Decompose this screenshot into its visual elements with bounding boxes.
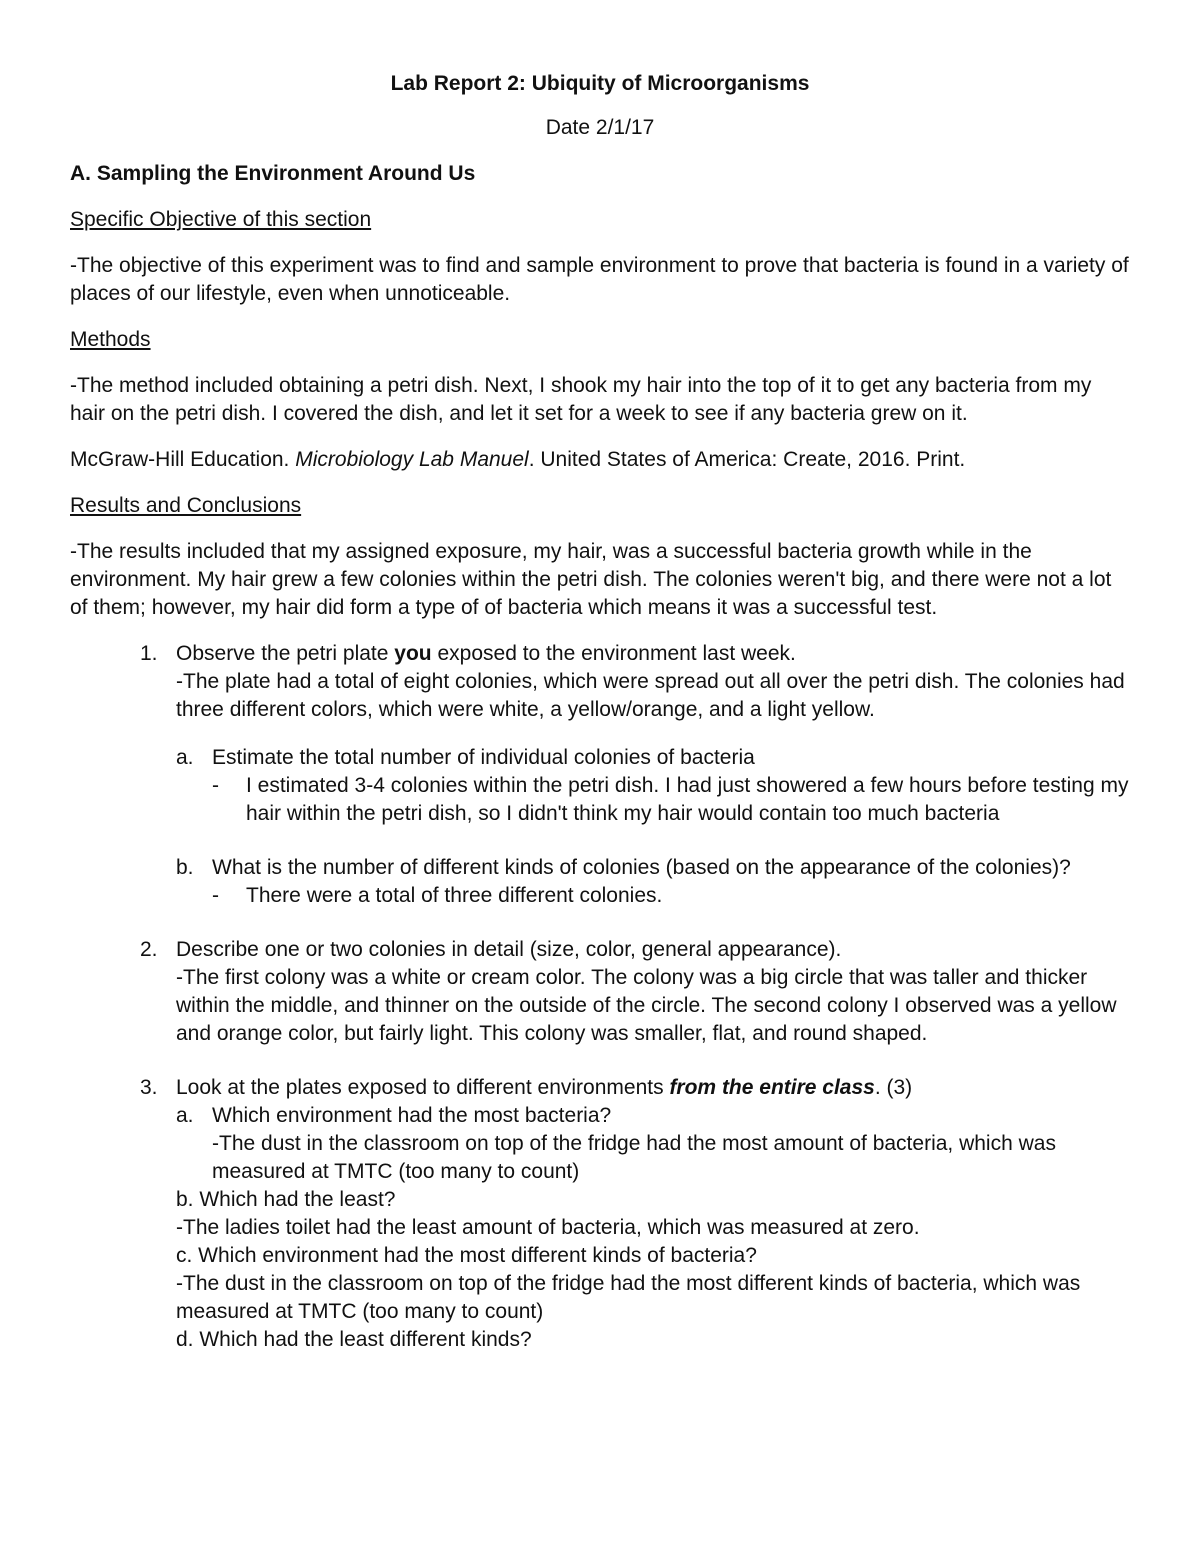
report-date: Date 2/1/17 [545, 116, 655, 139]
question-1b-prompt: What is the number of different kinds of colonies (based on the appearance of the colonies)? [212, 856, 1071, 879]
question-3a-item [176, 1102, 1130, 1186]
methods-text: -The method included obtaining a petri dish. Next, I shook my hair into the top of it to get any bacteria from my hair on the petri dish. I covered the dish, and let it set for a week to see if any bacteria grew on it. [70, 374, 1092, 425]
results-text: -The results included that my assigned exposure, my hair, was a successful bacteria growth while in the environment. My hair grew a few colonies within the petri dish. The colonies weren't big, and there were not a lot of them; however, my hair did form a type of of bacteria which means it was a successful test. [70, 540, 1112, 619]
question-3-prompt [176, 1074, 1130, 1102]
question-1a-letter: a. [176, 746, 194, 769]
page-title: Lab Report 2: Ubiquity of Microorganisms [390, 72, 810, 95]
question-1a [70, 744, 1130, 828]
citation [70, 446, 1130, 474]
question-3 [70, 1074, 1130, 1354]
question-3c-answer: -The dust in the classroom on top of the fridge had the most different kinds of bacteria, which was measured at TMTC (too many to count) [176, 1272, 1081, 1323]
question-1b-answer-item [212, 882, 1130, 910]
question-3b-answer: -The ladies toilet had the least amount of bacteria, which was measured at zero. [176, 1216, 920, 1239]
question-1a-dash: - [212, 774, 219, 797]
question-1-prompt-post: exposed to the environment last week. [431, 642, 796, 665]
question-1-answer: -The plate had a total of eight colonies, which were spread out all over the petri dish. The colonies had three different colors, which were white, a yellow/orange, and a light yellow. [176, 670, 1125, 721]
question-3-prompt-bold: from the entire class [669, 1076, 875, 1099]
question-2-number: 2. [140, 938, 158, 961]
question-3-number: 3. [140, 1076, 158, 1099]
question-2-prompt: Describe one or two colonies in detail (size, color, general appearance). [176, 938, 842, 961]
question-1b-letter: b. [176, 856, 194, 879]
question-1-number: 1. [140, 642, 158, 665]
citation-post: . United States of America: Create, 2016. Print. [528, 448, 966, 471]
question-1b-item [176, 854, 1130, 910]
question-3c-prompt: c. Which environment had the most different kinds of bacteria? [176, 1244, 757, 1267]
question-3a-letter: a. [176, 1104, 194, 1127]
section-a-heading: A. Sampling the Environment Around Us [70, 162, 476, 185]
question-1-prompt [176, 640, 1130, 668]
question-1b [70, 854, 1130, 910]
citation-title: Microbiology Lab Manuel [295, 448, 529, 471]
question-1a-answer-item [212, 772, 1130, 828]
methods-heading: Methods [70, 328, 151, 351]
question-3a-prompt: Which environment had the most bacteria? [212, 1104, 612, 1127]
question-3-prompt-pre: Look at the plates exposed to different environments [176, 1076, 670, 1099]
objective-heading: Specific Objective of this section [70, 208, 372, 231]
question-1 [70, 640, 1130, 724]
question-1a-answer: I estimated 3-4 colonies within the petri dish. I had just showered a few hours before testing my hair within the petri dish, so I didn't think my hair would contain too much bacteria [246, 774, 1129, 825]
question-1-prompt-bold: you [394, 642, 432, 665]
question-1a-prompt: Estimate the total number of individual colonies of bacteria [212, 746, 755, 769]
question-1a-item [176, 744, 1130, 828]
question-2-answer: -The first colony was a white or cream color. The colony was a big circle that was taller and thicker within the middle, and thinner on the outside of the circle. The second colony I observed was a yellow and orange color, but fairly light. This colony was smaller, flat, and round shaped. [176, 966, 1117, 1045]
question-1b-answer: There were a total of three different colonies. [246, 884, 663, 907]
question-1-prompt-pre: Observe the petri plate [176, 642, 395, 665]
question-2 [70, 936, 1130, 1048]
question-1b-dash: - [212, 884, 219, 907]
question-3a-answer: -The dust in the classroom on top of the fridge had the most amount of bacteria, which was measured at TMTC (too many to count) [212, 1132, 1056, 1183]
citation-pre: McGraw-Hill Education. [70, 448, 296, 471]
question-3b-prompt: b. Which had the least? [176, 1188, 396, 1211]
results-heading: Results and Conclusions [70, 494, 302, 517]
question-3d-prompt: d. Which had the least different kinds? [176, 1328, 532, 1351]
objective-text: -The objective of this experiment was to find and sample environment to prove that bacteria is found in a variety of places of our lifestyle, even when unnoticeable. [70, 254, 1129, 305]
document-page [70, 70, 1130, 1354]
question-3-prompt-post: . (3) [874, 1076, 913, 1099]
